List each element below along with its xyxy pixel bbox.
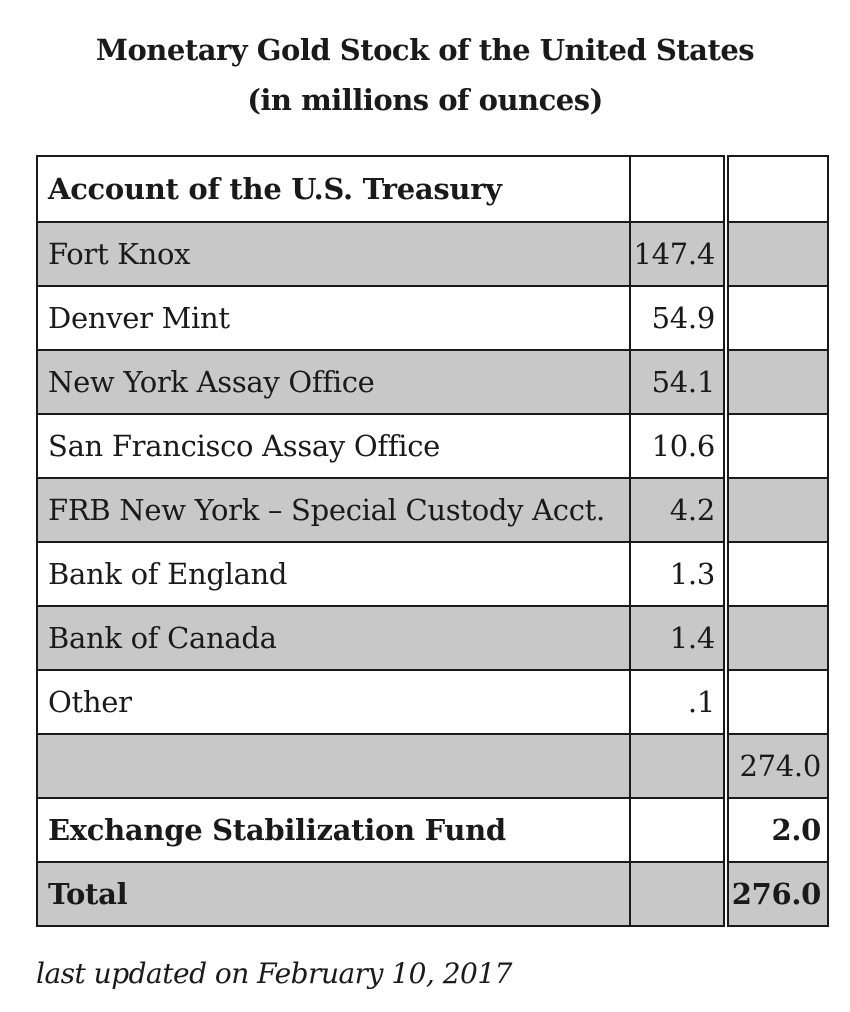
row-amount — [630, 734, 724, 798]
table-row — [37, 478, 828, 542]
row-amount: .1 — [630, 670, 724, 734]
row-account: Other — [37, 670, 630, 734]
row-amount — [630, 862, 724, 926]
row-subtotal — [728, 542, 828, 606]
gold-stock-table — [36, 155, 829, 927]
row-amount: 54.9 — [630, 286, 724, 350]
header-account: Account of the U.S. Treasury — [37, 156, 630, 222]
row-account: Exchange Stabilization Fund — [37, 798, 630, 862]
table-row — [37, 542, 828, 606]
row-account: Bank of Canada — [37, 606, 630, 670]
row-subtotal: 274.0 — [728, 734, 828, 798]
row-amount: 54.1 — [630, 350, 724, 414]
row-amount: 147.4 — [630, 222, 724, 286]
row-subtotal — [728, 222, 828, 286]
row-amount: 1.3 — [630, 542, 724, 606]
table-row — [37, 414, 828, 478]
table-row — [37, 350, 828, 414]
row-account: San Francisco Assay Office — [37, 414, 630, 478]
row-subtotal — [728, 286, 828, 350]
row-account: Bank of England — [37, 542, 630, 606]
row-subtotal — [728, 414, 828, 478]
subtotal-row — [37, 734, 828, 798]
exchange-fund-row — [37, 798, 828, 862]
row-account: New York Assay Office — [37, 350, 630, 414]
table-row — [37, 670, 828, 734]
table-header-row — [37, 156, 828, 222]
row-account — [37, 734, 630, 798]
row-subtotal: 2.0 — [728, 798, 828, 862]
table-row — [37, 286, 828, 350]
table-row — [37, 222, 828, 286]
table-row — [37, 606, 828, 670]
total-row — [37, 862, 828, 926]
row-amount: 1.4 — [630, 606, 724, 670]
row-subtotal — [728, 606, 828, 670]
row-subtotal: 276.0 — [728, 862, 828, 926]
table-title: Monetary Gold Stock of the United States — [95, 33, 755, 67]
row-subtotal — [728, 670, 828, 734]
row-amount: 10.6 — [630, 414, 724, 478]
table-subtitle: (in millions of ounces) — [247, 83, 603, 117]
row-account: FRB New York – Special Custody Acct. — [37, 478, 630, 542]
row-account: Denver Mint — [37, 286, 630, 350]
last-updated-note: last updated on February 10, 2017 — [36, 957, 512, 990]
header-subtotal — [728, 156, 828, 222]
row-account: Total — [37, 862, 630, 926]
header-amount — [630, 156, 724, 222]
row-subtotal — [728, 478, 828, 542]
row-subtotal — [728, 350, 828, 414]
row-account: Fort Knox — [37, 222, 630, 286]
row-amount: 4.2 — [630, 478, 724, 542]
row-amount — [630, 798, 724, 862]
